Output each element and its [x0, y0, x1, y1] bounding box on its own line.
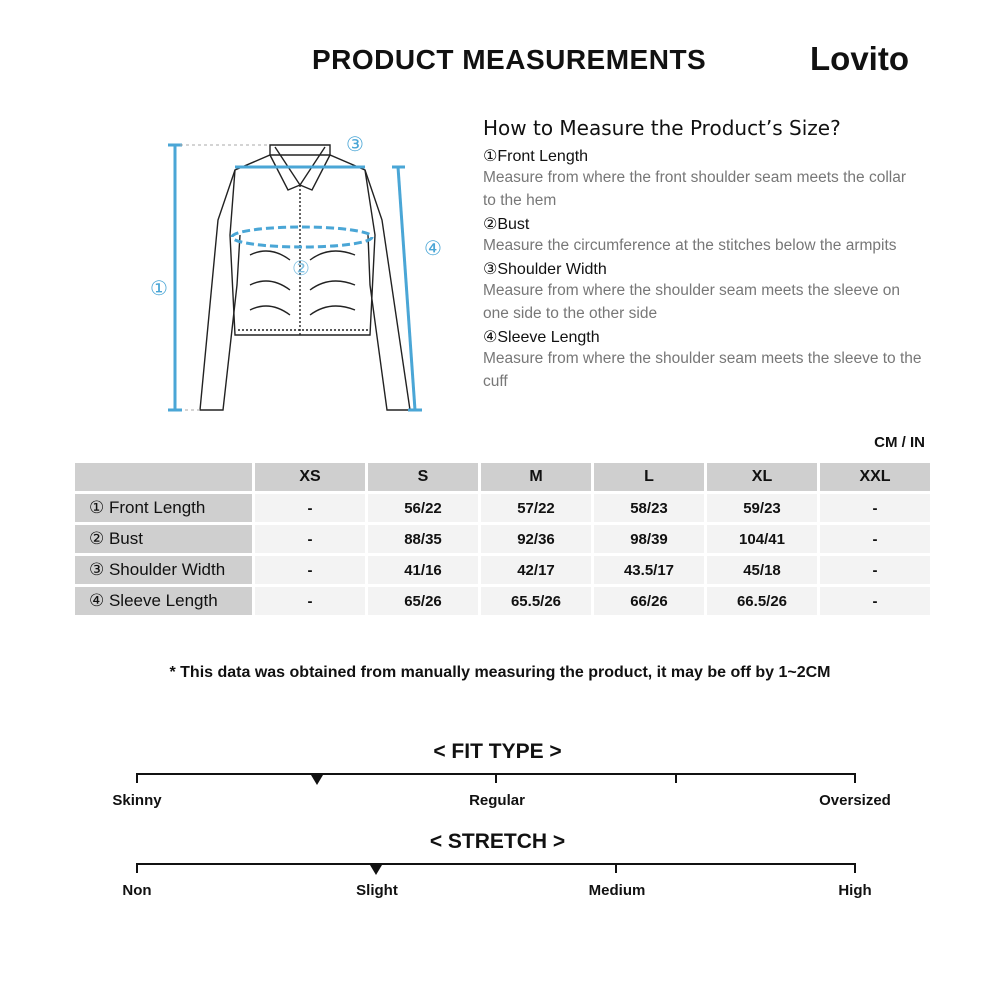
stretch-title: < STRETCH >: [429, 830, 566, 853]
size-header: L: [594, 463, 704, 491]
size-table: [72, 460, 933, 618]
stretch-label-high: High: [838, 882, 872, 899]
table-cell: 66/26: [594, 587, 704, 615]
stretch-scale: [136, 863, 856, 865]
stretch-marker: [370, 865, 382, 875]
size-header: M: [481, 463, 591, 491]
scale-tick: [675, 773, 677, 783]
table-cell: -: [255, 587, 365, 615]
howto-item: [483, 327, 923, 393]
table-cell: -: [255, 494, 365, 522]
table-cell: -: [255, 556, 365, 584]
table-cell: -: [820, 494, 930, 522]
brand-logo: Lovito: [810, 40, 909, 77]
size-header: XS: [255, 463, 365, 491]
fit-label-regular: Regular: [469, 792, 525, 809]
row-label: ① Front Length: [75, 494, 252, 522]
stretch-label-slight: Slight: [356, 882, 398, 899]
howto-item-title: ①Front Length: [483, 148, 589, 165]
fit-label-skinny: Skinny: [112, 792, 162, 809]
row-label: ④ Sleeve Length: [75, 587, 252, 615]
fit-label-oversized: Oversized: [819, 792, 891, 809]
howto-item-title: ②Bust: [483, 216, 530, 233]
table-cell: 57/22: [481, 494, 591, 522]
table-row: [75, 525, 930, 553]
table-cell: 56/22: [368, 494, 478, 522]
table-row: [75, 587, 930, 615]
fit-type-title: < FIT TYPE >: [433, 740, 562, 763]
how-to-measure: [483, 116, 923, 393]
size-header: S: [368, 463, 478, 491]
callout-2: ②: [292, 256, 310, 280]
size-header: XL: [707, 463, 817, 491]
units-label: CM / IN: [874, 434, 925, 451]
table-cell: 66.5/26: [707, 587, 817, 615]
table-cell: -: [255, 525, 365, 553]
howto-item-desc: Measure the circumference at the stitches below the armpits: [483, 237, 897, 254]
table-cell: 58/23: [594, 494, 704, 522]
scale-tick: [495, 773, 497, 783]
scale-tick: [136, 773, 138, 783]
table-cell: 59/23: [707, 494, 817, 522]
howto-item-desc: Measure from where the shoulder seam meets the sleeve on one side to the other side: [483, 282, 900, 322]
measurement-note: * This data was obtained from manually measuring the product, it may be off by 1~2CM: [169, 664, 831, 681]
howto-item-title: ③Shoulder Width: [483, 261, 607, 278]
scale-tick: [854, 773, 856, 783]
table-cell: 104/41: [707, 525, 817, 553]
table-header-row: [75, 463, 930, 491]
table-cell: -: [820, 525, 930, 553]
table-cell: 88/35: [368, 525, 478, 553]
table-row: [75, 494, 930, 522]
howto-item: [483, 214, 923, 257]
table-cell: 65/26: [368, 587, 478, 615]
table-cell: 65.5/26: [481, 587, 591, 615]
row-label: ② Bust: [75, 525, 252, 553]
table-cell: 98/39: [594, 525, 704, 553]
table-row: [75, 556, 930, 584]
scale-tick: [615, 863, 617, 873]
table-cell: -: [820, 556, 930, 584]
table-cell: 92/36: [481, 525, 591, 553]
howto-item: [483, 259, 923, 325]
scale-tick: [136, 863, 138, 873]
howto-item: [483, 146, 923, 212]
howto-item-title: ④Sleeve Length: [483, 329, 600, 346]
garment-diagram: [130, 125, 460, 425]
stretch-label-non: Non: [122, 882, 152, 899]
stretch-label-medium: Medium: [588, 882, 646, 899]
callout-3: ③: [346, 132, 364, 156]
table-cell: 45/18: [707, 556, 817, 584]
table-cell: 42/17: [481, 556, 591, 584]
page-title: PRODUCT MEASUREMENTS: [312, 44, 707, 75]
fit-type-marker: [311, 775, 323, 785]
table-cell: 43.5/17: [594, 556, 704, 584]
table-corner: [75, 463, 252, 491]
howto-heading: How to Measure the Product’s Size?: [483, 116, 841, 140]
callout-1: ①: [150, 276, 168, 300]
howto-item-desc: Measure from where the front shoulder seam meets the collar to the hem: [483, 169, 906, 209]
table-cell: 41/16: [368, 556, 478, 584]
callout-4: ④: [424, 236, 442, 260]
howto-item-desc: Measure from where the shoulder seam meets the sleeve to the cuff: [483, 350, 922, 390]
size-header: XXL: [820, 463, 930, 491]
table-cell: -: [820, 587, 930, 615]
row-label: ③ Shoulder Width: [75, 556, 252, 584]
scale-tick: [854, 863, 856, 873]
